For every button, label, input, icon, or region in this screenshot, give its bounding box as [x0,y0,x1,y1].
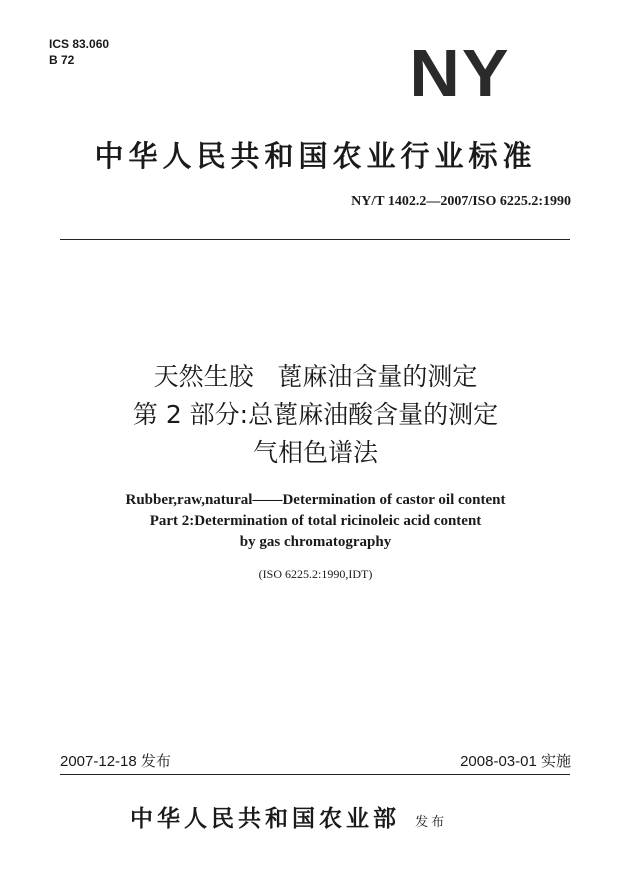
ny-logo: NY [409,35,511,111]
publisher-suffix: 发布 [415,815,448,830]
classification-block [49,36,109,68]
english-title-line-2: Part 2:Determination of total ricinoleic acid content [149,513,482,529]
iso-reference: (ISO 6225.2:1990,IDT) [258,567,373,581]
publisher-name: 中华人民共和国农业部 [130,806,400,832]
top-divider [60,239,570,240]
issue-date: 2007-12-18 发布 [60,753,171,770]
publisher-block [130,800,447,833]
english-title-line-1: Rubber,raw,natural——Determination of castor oil content [125,492,506,508]
standard-code: NY/T 1402.2—2007/ISO 6225.2:1990 [351,194,571,209]
standard-category-title: 中华人民共和国农业行业标准 [94,139,537,173]
chinese-title-line-1: 天然生胶 蓖麻油含量的测定 [153,362,478,391]
english-title-line-3: by gas chromatography [239,534,392,550]
chinese-title-line-3: 气相色谱法 [252,438,378,467]
bottom-divider [60,774,570,775]
chinese-title-line-2: 第 2 部分:总蓖麻油酸含量的测定 [132,400,499,429]
implementation-date: 2008-03-01 实施 [460,753,571,770]
chinese-title-block [0,358,631,472]
class-code: B 72 [49,53,75,67]
english-title-block [0,490,631,553]
ics-code: ICS 83.060 [49,37,110,51]
